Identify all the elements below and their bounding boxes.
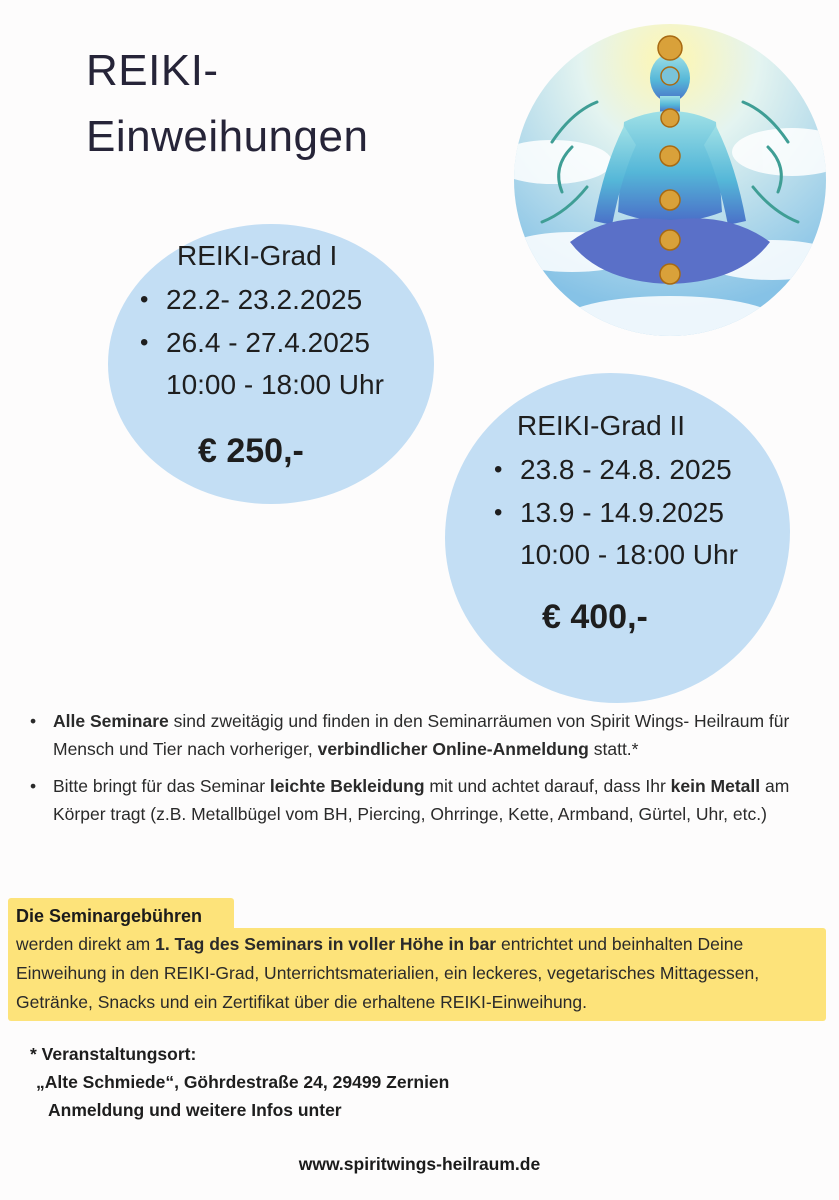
venue-block bbox=[30, 1040, 449, 1124]
grade2-price: € 400,- bbox=[542, 598, 648, 636]
venue-label: * Veranstaltungsort: bbox=[30, 1044, 197, 1064]
venue-note: Anmeldung und weitere Infos unter bbox=[48, 1100, 342, 1120]
grade2-date: • 13.9 - 14.9.2025 bbox=[494, 491, 738, 534]
title-line-1: REIKI- bbox=[86, 46, 219, 95]
grade2-dates bbox=[494, 448, 738, 534]
fees-title: Die Seminargebühren bbox=[8, 898, 234, 932]
meditation-illustration bbox=[512, 22, 828, 338]
fees-text: werden direkt am 1. Tag des Seminars in voller Höhe in bar entrichtet und beinhalten Deine Einweihung in den REIKI-Grad, Unterrichtsmaterialien, ein leckeres, vegetarisches Mittagessen, Getränke, Snacks und ein Zertifikat über die erhaltene REIKI-Einweihung. bbox=[8, 928, 826, 1021]
info-item-clothing: • Bitte bringt für das Seminar leichte Bekleidung mit und achtet darauf, dass Ihr kein Metall am Körper tragt (z.B. Metallbügel vom BH, Piercing, Ohrringe, Kette, Armband, Gürtel, Uhr, etc.) bbox=[30, 772, 810, 828]
info-item-seminars: • Alle Seminare sind zweitägig und finden in den Seminarräumen von Spirit Wings- Heilraum für Mensch und Tier nach vorheriger, verbindlicher Online-Anmeldung statt.* bbox=[30, 707, 810, 763]
grade1-date: • 26.4 - 27.4.2025 bbox=[140, 321, 384, 364]
grade1-block bbox=[140, 240, 384, 471]
venue-address: „Alte Schmiede“, Göhrdestraße 24, 29499 Zernien bbox=[36, 1072, 450, 1092]
grade2-time: 10:00 - 18:00 Uhr bbox=[520, 539, 738, 570]
title-line-2: Einweihungen bbox=[86, 112, 369, 161]
grade1-heading: REIKI-Grad I bbox=[177, 240, 338, 271]
website-link[interactable]: www.spiritwings-heilraum.de bbox=[298, 1154, 541, 1174]
info-list bbox=[30, 707, 810, 837]
grade1-price: € 250,- bbox=[198, 432, 304, 470]
grade2-block bbox=[494, 410, 738, 637]
grade2-heading: REIKI-Grad II bbox=[517, 410, 686, 441]
grade1-dates bbox=[140, 278, 384, 364]
grade2-date: • 23.8 - 24.8. 2025 bbox=[494, 448, 738, 491]
grade1-date: • 22.2- 23.2.2025 bbox=[140, 278, 384, 321]
grade1-time: 10:00 - 18:00 Uhr bbox=[166, 369, 384, 400]
page-title bbox=[86, 38, 368, 170]
